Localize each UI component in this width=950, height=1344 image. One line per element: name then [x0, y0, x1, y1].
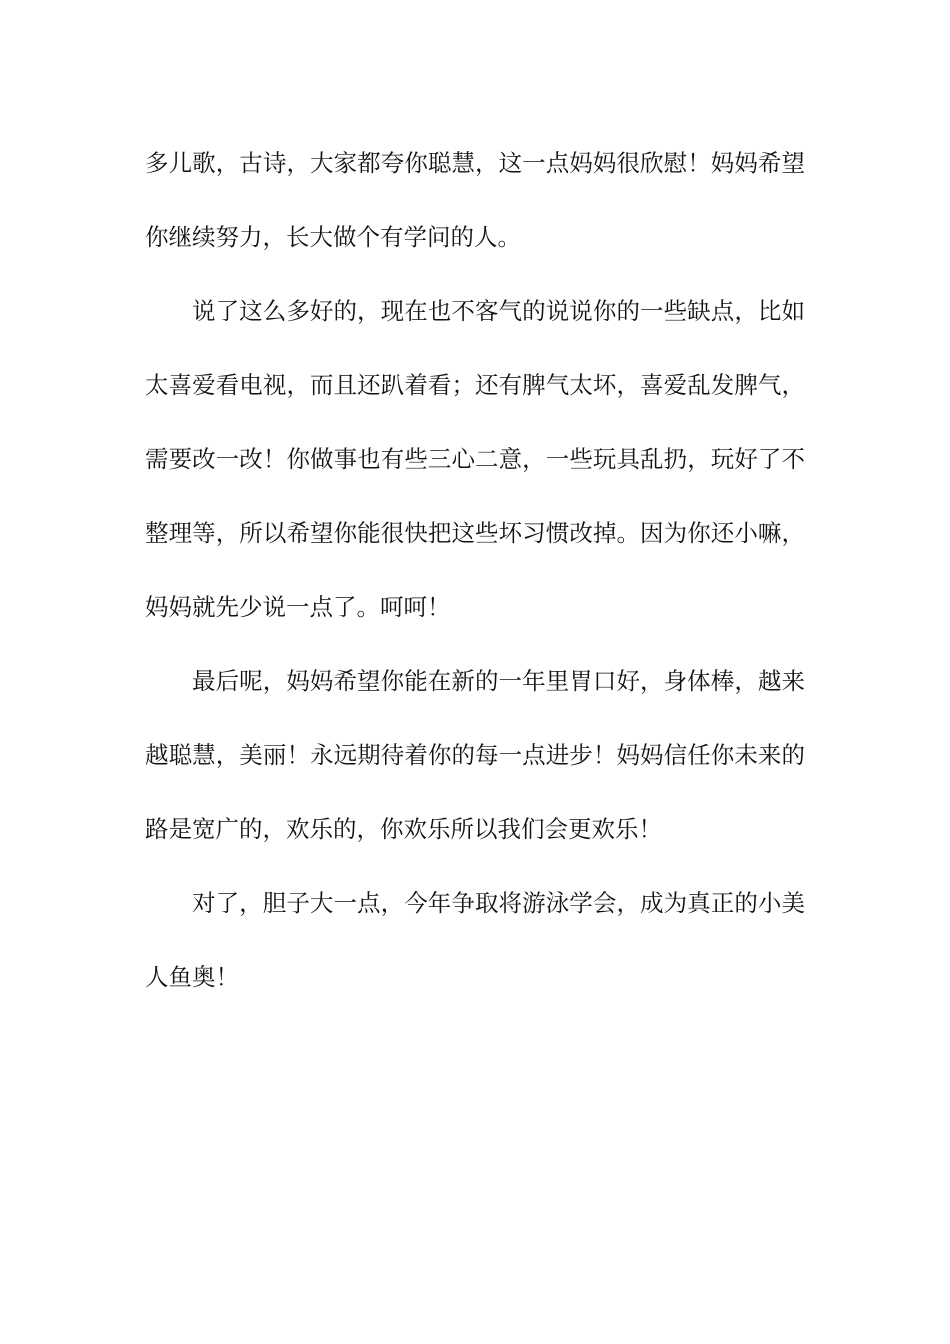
paragraph-continued: 多儿歌，古诗，大家都夸你聪慧，这一点妈妈很欣慰！妈妈希望你继续努力，长大做个有学问的人。 — [145, 149, 805, 251]
letter-body — [145, 126, 805, 1014]
paragraph-shortcomings: 说了这么多好的，现在也不客气的说说你的一些缺点，比如太喜爱看电视，而且还趴着看；还有脾气太坏，喜爱乱发脾气，需要改一改！你做事也有些三心二意，一些玩具乱扔，玩好了不整理等，所以希望你能很快把这些坏习惯改掉。因为你还小嘛，妈妈就先少说一点了。呵呵！ — [145, 297, 805, 621]
paragraph-swimming: 对了，胆子大一点，今年争取将游泳学会，成为真正的小美人鱼奥！ — [145, 889, 805, 991]
paragraph-wishes: 最后呢，妈妈希望你能在新的一年里胃口好，身体棒，越来越聪慧，美丽！永远期待着你的每一点进步！妈妈信任你未来的路是宽广的，欢乐的，你欢乐所以我们会更欢乐！ — [145, 667, 805, 843]
